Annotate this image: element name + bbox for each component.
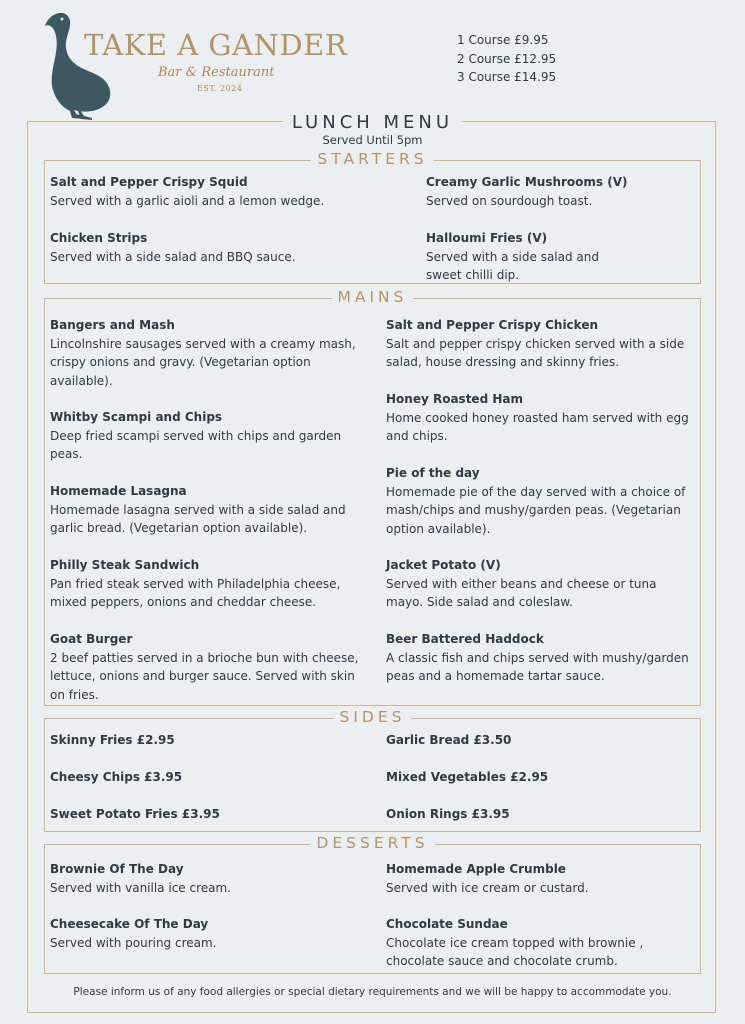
price-three-course: 3 Course £14.95 bbox=[457, 70, 557, 84]
main-item: Goat Burger 2 beef patties served in a brioche bun with cheese, lettuce, onions and burger sauce. Served with skin on fries. bbox=[50, 632, 359, 702]
main-item: Homemade Lasagna Homemade lasagna served with a side salad and garlic bread. (Vegetarian option available). bbox=[50, 484, 346, 535]
mains-section bbox=[44, 288, 701, 706]
side-item: Garlic Bread £3.50 bbox=[386, 733, 512, 747]
side-item: Cheesy Chips £3.95 bbox=[50, 770, 183, 784]
brand-subtitle: Bar & Restaurant bbox=[158, 65, 275, 80]
price-one-course: 1 Course £9.95 bbox=[457, 33, 549, 47]
dessert-item: Homemade Apple Crumble Served with ice cream or custard. bbox=[386, 862, 589, 895]
goose-icon bbox=[40, 10, 120, 122]
starter-item: Salt and Pepper Crispy Squid Served with a garlic aioli and a lemon wedge. bbox=[50, 175, 325, 208]
side-item: Skinny Fries £2.95 bbox=[50, 733, 175, 747]
menu-title: LUNCH MENU bbox=[0, 111, 745, 135]
starter-item: Halloumi Fries (V) Served with a side salad and sweet chilli dip. bbox=[426, 231, 599, 282]
starter-item: Chicken Strips Served with a side salad and BBQ sauce. bbox=[50, 231, 296, 264]
dessert-item: Chocolate Sundae Chocolate ice cream topped with brownie , chocolate sauce and chocolate crumb. bbox=[386, 917, 644, 968]
price-two-course: 2 Course £12.95 bbox=[457, 51, 557, 66]
main-item: Bangers and Mash Lincolnshire sausages served with a creamy mash, crispy onions and gravy. (Vegetarian option available). bbox=[50, 318, 356, 388]
served-until: Served Until 5pm bbox=[322, 133, 423, 147]
main-item: Jacket Potato (V) Served with either beans and cheese or tuna mayo. Side salad and coleslaw. bbox=[386, 558, 657, 609]
dessert-item: Cheesecake Of The Day Served with pouring cream. bbox=[50, 917, 217, 950]
main-item: Salt and Pepper Crispy Chicken Salt and pepper crispy chicken served with a side salad, house dressing and skinny fries. bbox=[386, 318, 685, 369]
starters-title: STARTERS bbox=[45, 149, 700, 169]
desserts-section bbox=[44, 834, 701, 974]
main-item: Honey Roasted Ham Home cooked honey roasted ham served with egg and chips. bbox=[386, 392, 689, 443]
established-year: EST. 2024 bbox=[197, 84, 243, 93]
side-item: Sweet Potato Fries £3.95 bbox=[50, 807, 220, 821]
desserts-title: DESSERTS bbox=[45, 833, 700, 853]
course-prices bbox=[457, 31, 556, 87]
starters-section bbox=[44, 150, 701, 284]
side-item: Mixed Vegetables £2.95 bbox=[386, 770, 549, 784]
allergy-note: Please inform us of any food allergies or special dietary requirements and we will be happy to accommodate you. bbox=[73, 986, 672, 998]
main-item: Philly Steak Sandwich Pan fried steak served with Philadelphia cheese, mixed peppers, onions and cheddar cheese. bbox=[50, 558, 341, 609]
sides-title: SIDES bbox=[45, 707, 700, 727]
main-item: Pie of the day Homemade pie of the day served with a choice of mash/chips and mushy/garden peas. (Vegetarian option available). bbox=[386, 466, 686, 536]
mains-title: MAINS bbox=[45, 287, 700, 307]
dessert-item: Brownie Of The Day Served with vanilla ice cream. bbox=[50, 862, 231, 895]
main-item: Beer Battered Haddock A classic fish and chips served with mushy/garden peas and a homemade tartar sauce. bbox=[386, 632, 689, 683]
main-item: Whitby Scampi and Chips Deep fried scampi served with chips and garden peas. bbox=[50, 410, 342, 461]
starter-item: Creamy Garlic Mushrooms (V) Served on sourdough toast. bbox=[426, 175, 628, 208]
side-item: Onion Rings £3.95 bbox=[386, 807, 510, 821]
brand-name: TAKE A GANDER bbox=[84, 28, 348, 62]
sides-section bbox=[44, 708, 701, 832]
